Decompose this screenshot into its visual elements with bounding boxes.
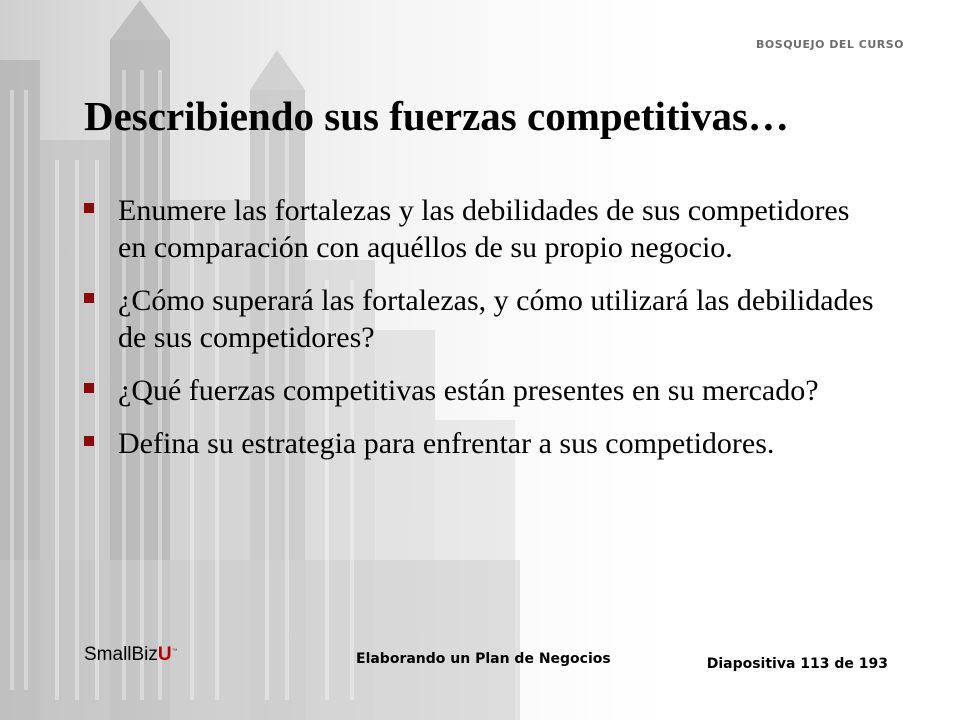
trademark-mark: ™	[171, 648, 178, 655]
bullet-item	[84, 282, 884, 356]
bullet-text: ¿Cómo superará las fortalezas, y cómo utilizará las debilidades de sus competidores?	[118, 284, 874, 354]
bullet-item	[84, 372, 884, 409]
bullet-text: ¿Qué fuerzas competitivas están presentes en su mercado?	[118, 374, 819, 407]
bullet-item	[84, 192, 884, 266]
brand-accent: U	[157, 644, 172, 665]
square-bullet-icon	[84, 293, 94, 303]
bullet-text: Defina su estrategia para enfrentar a sus competidores.	[118, 427, 775, 460]
bullet-text: Enumere las fortalezas y las debilidades de sus competidores en comparación con aquéllos de su propio negocio.	[118, 194, 850, 264]
brand-logo	[84, 644, 178, 666]
slide-counter: Diapositiva 113 de 193	[706, 656, 888, 672]
square-bullet-icon	[84, 383, 94, 393]
footer-title: Elaborando un Plan de Negocios	[356, 651, 611, 667]
slide-title: Describiendo sus fuerzas competitivas…	[84, 93, 789, 139]
brand-name: SmallBiz	[84, 644, 158, 665]
square-bullet-icon	[84, 436, 94, 446]
bullet-item	[84, 425, 884, 462]
bullet-list	[84, 192, 884, 478]
section-label: BOSQUEJO DEL CURSO	[756, 38, 904, 51]
square-bullet-icon	[84, 203, 94, 213]
